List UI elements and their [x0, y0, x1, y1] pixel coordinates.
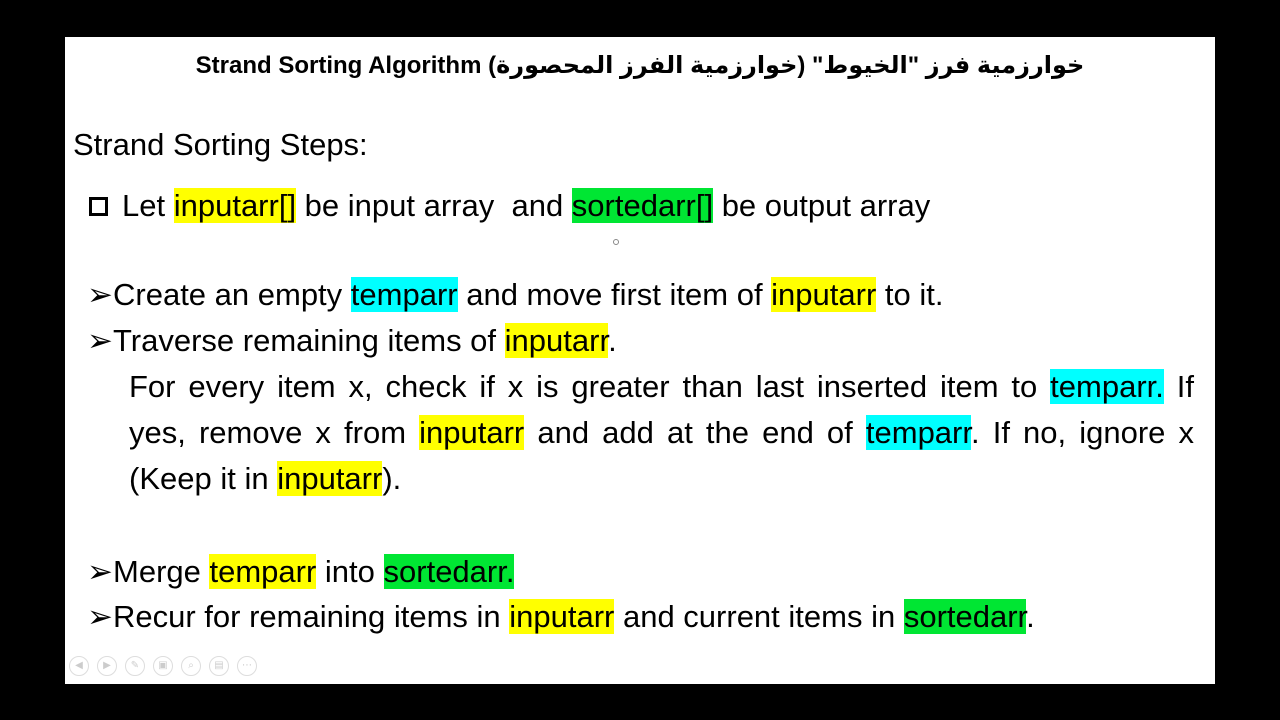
text: be input array and	[296, 188, 572, 223]
step-recur	[87, 595, 1035, 639]
text: For every item x, check if x is greater than last inserted item to	[129, 369, 1051, 404]
traverse-description	[129, 364, 1194, 502]
slides-icon[interactable]: ▣	[153, 656, 173, 676]
text: and current items in	[614, 599, 904, 634]
text: . If no, ignore x (Keep it in	[129, 415, 1194, 496]
text: ).	[382, 461, 402, 496]
highlight-temparr: temparr	[209, 554, 317, 589]
text: be output array	[713, 188, 931, 223]
text: and add at the end of	[524, 415, 866, 450]
arrow-bullet-icon: ➢	[87, 599, 113, 634]
highlight-temparr: temparr	[350, 277, 458, 312]
arrow-bullet-icon: ➢	[87, 323, 113, 358]
text: .	[1026, 599, 1035, 634]
highlight-inputarr: inputarr	[504, 323, 609, 358]
step-merge	[87, 550, 514, 594]
highlight-temparr: temparr	[865, 415, 971, 450]
text: Create an empty	[113, 277, 351, 312]
text: Traverse remaining items of	[113, 323, 505, 358]
text: into	[316, 554, 384, 589]
zoom-icon[interactable]: ⌕	[181, 656, 201, 676]
highlight-inputarr: inputarr	[509, 599, 615, 634]
highlight-inputarr: inputarr	[771, 277, 877, 312]
step-traverse	[87, 319, 617, 363]
text: Merge	[113, 554, 210, 589]
highlight-sortedarr: sortedarr	[903, 599, 1027, 634]
text: If yes, remove x from	[129, 369, 1194, 450]
bullet-input-output	[89, 184, 930, 228]
text: Let	[122, 188, 174, 223]
highlight-inputarr: inputarr[]	[173, 188, 297, 223]
pen-icon[interactable]: ✎	[125, 656, 145, 676]
highlight-temparr: temparr.	[1050, 369, 1164, 404]
cursor-dot	[613, 239, 619, 245]
arrow-bullet-icon: ➢	[87, 277, 113, 312]
prev-icon[interactable]: ◀	[69, 656, 89, 676]
text: to it.	[876, 277, 944, 312]
slideshow-controls	[69, 656, 257, 676]
highlight-inputarr: inputarr	[277, 461, 383, 496]
highlight-sortedarr: sortedarr[]	[571, 188, 714, 223]
steps-heading: Strand Sorting Steps:	[73, 127, 368, 162]
step-create	[87, 273, 943, 317]
more-icon[interactable]: ⋯	[237, 656, 257, 676]
highlight-sortedarr: sortedarr.	[383, 554, 515, 589]
checkbox-bullet-icon	[89, 197, 108, 216]
slide	[65, 37, 1215, 684]
slide-title: خوارزمية فرز "الخيوط" (خوارزمية الفرز المحصورة) Strand Sorting Algorithm	[195, 52, 1085, 79]
text: .	[608, 323, 617, 358]
text: and move first item of	[457, 277, 772, 312]
arrow-bullet-icon: ➢	[87, 554, 113, 589]
next-icon[interactable]: ▶	[97, 656, 117, 676]
subtitles-icon[interactable]: ▤	[209, 656, 229, 676]
highlight-inputarr: inputarr	[419, 415, 525, 450]
text: Recur for remaining items in	[113, 599, 510, 634]
